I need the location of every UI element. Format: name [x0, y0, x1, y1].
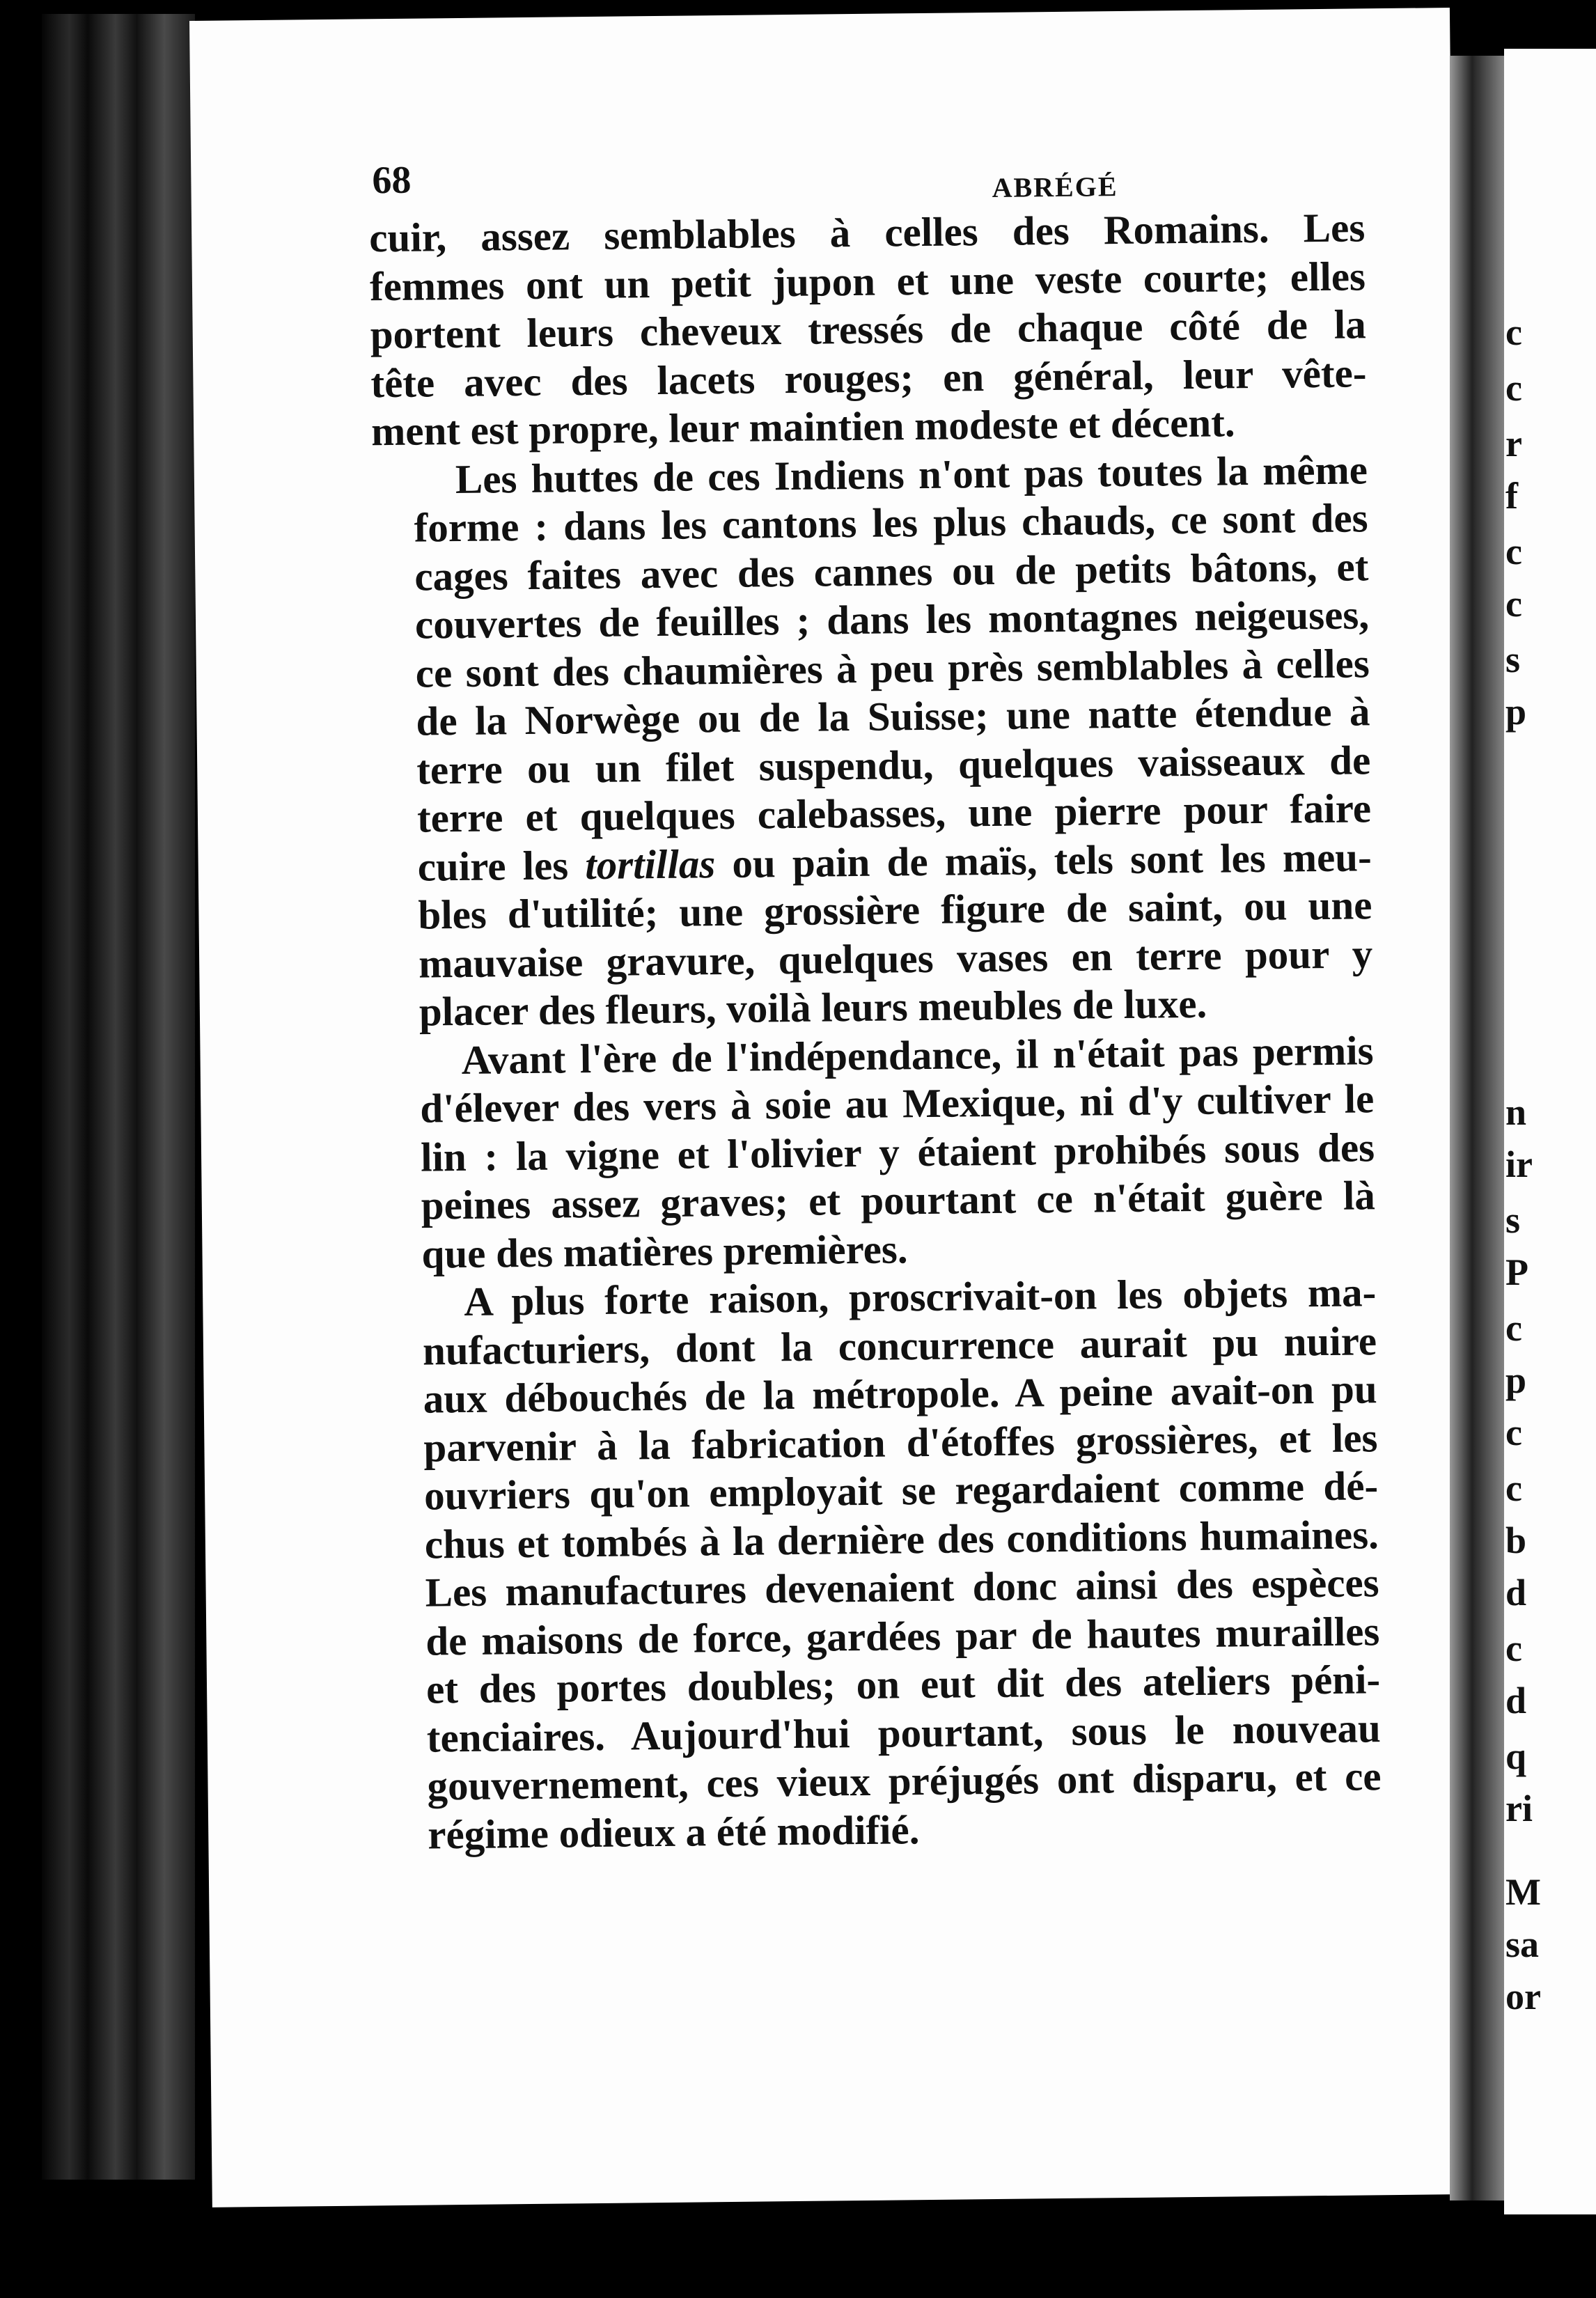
facing-page-letter: or: [1505, 1976, 1541, 2017]
text-line: femmes ont un petit jupon et une veste courte; elles: [369, 252, 1366, 309]
book-spine: [42, 14, 195, 2180]
facing-page-letter: q: [1505, 1735, 1527, 1777]
facing-page-letter: c: [1505, 1412, 1522, 1453]
facing-page-letter: f: [1505, 475, 1518, 517]
text-line: que des matières premières.: [421, 1225, 908, 1277]
text-line: tête avec des lacets rouges; en général, leur vête-: [370, 349, 1367, 406]
facing-page-letter: c: [1505, 1627, 1522, 1669]
facing-page-letter: s: [1505, 1199, 1521, 1241]
page-header: [372, 148, 1416, 203]
text-line: forme : dans les cantons les plus chauds, ce sont des: [414, 494, 1368, 551]
text-line: chus et tombés à la dernière des conditions humaines.: [424, 1510, 1379, 1568]
facing-page-letter: r: [1505, 423, 1522, 464]
facing-page-letter: s: [1505, 639, 1521, 680]
facing-page-letter: b: [1505, 1519, 1527, 1561]
text-line: de maisons de force, gardées par de hautes murailles: [425, 1607, 1380, 1664]
facing-page-letter: c: [1505, 583, 1522, 625]
running-head: ABRÉGÉ: [992, 171, 1118, 203]
text-line: Les manufactures devenaient donc ainsi des espèces: [425, 1559, 1379, 1616]
text-line: tenciaires. Aujourd'hui pourtant, sous le nouveau: [426, 1704, 1382, 1761]
text-line: couvertes de feuilles ; dans les montagnes neigeuses,: [414, 591, 1370, 648]
text-line: et des portes doubles; on eut dit des ateliers péni-: [425, 1656, 1381, 1712]
text-line: d'élever des vers à soie au Mexique, ni d'y cultiver le: [420, 1075, 1375, 1132]
facing-page-letter: n: [1505, 1091, 1527, 1133]
paragraph: [369, 203, 1368, 455]
facing-page-letter: d: [1505, 1680, 1527, 1721]
text-line: cages faites avec des cannes ou de petits bâtons, et: [414, 542, 1369, 600]
facing-page-letter: c: [1505, 531, 1522, 572]
paragraph: [380, 1268, 1382, 1859]
text-line: A plus forte raison, proscrivait-on les objets ma-: [463, 1269, 1377, 1324]
text-line: parvenir à la fabrication d'étoffes grossières, et les: [423, 1414, 1378, 1471]
text-line: Les huttes de ces Indiens n'ont pas toutes la même: [455, 446, 1368, 502]
text-line: peines assez graves; et pourtant ce n'était guère là: [421, 1172, 1376, 1228]
book-page: [189, 8, 1473, 2207]
facing-page-edge: [1504, 49, 1596, 2214]
facing-page-letter: c: [1505, 367, 1522, 409]
text-line: terre et quelques calebasses, une pierre pour faire: [416, 785, 1372, 841]
text-line: ce sont des chaumières à peu près semblables à celles: [415, 639, 1370, 696]
text-line: ment est propre, leur maintien modeste et décent.: [370, 399, 1235, 455]
facing-page-letter: P: [1505, 1251, 1528, 1293]
text-line: ouvriers qu'on employait se regardaient comme dé-: [423, 1462, 1379, 1519]
text-line: gouvernement, ces vieux préjugés ont disparu, et ce: [427, 1753, 1382, 1809]
text-line: mauvaise gravure, quelques vases en terre pour y: [418, 930, 1373, 987]
facing-page-letter: sa: [1505, 1923, 1540, 1965]
text-line: terre ou un filet suspendu, quelques vaisseaux de: [416, 736, 1371, 793]
paragraph: [372, 446, 1374, 1037]
facing-page-letter: ir: [1505, 1143, 1533, 1185]
facing-page-letter: d: [1505, 1572, 1527, 1613]
paragraph: [377, 1026, 1376, 1279]
facing-page-letter: c: [1505, 1307, 1522, 1349]
page-number: 68: [372, 158, 412, 203]
text-line: nufacturiers, dont la concurrence aurait pu nuire: [422, 1317, 1377, 1374]
facing-page-letter: c: [1505, 311, 1522, 353]
text-line: portent leurs cheveux tressés de chaque côté de la: [370, 301, 1366, 358]
facing-page-letter: M: [1505, 1871, 1541, 1913]
facing-page-letter: p: [1505, 1359, 1527, 1401]
text-line: cuire les tortillas ou pain de maïs, tels sont les meu-: [417, 833, 1372, 890]
page-gutter-shadow: [1450, 56, 1505, 2201]
text-line: aux débouchés de la métropole. A peine avait-on pu: [423, 1366, 1378, 1422]
text-line: bles d'utilité; une grossière figure de saint, ou une: [418, 882, 1372, 938]
text-line: lin : la vigne et l'olivier y étaient prohibés sous des: [420, 1123, 1375, 1180]
page-body-text: [369, 203, 1382, 1859]
facing-page-letter: p: [1505, 691, 1527, 733]
text-line: placer des fleurs, voilà leurs meubles de luxe.: [418, 980, 1207, 1035]
facing-page-letter: c: [1505, 1467, 1522, 1509]
text-line: Avant l'ère de l'indépendance, il n'était pas permis: [461, 1026, 1374, 1083]
facing-page-letter: ri: [1505, 1788, 1533, 1829]
text-line: de la Norwège ou de la Suisse; une natte étendue à: [416, 688, 1370, 744]
text-line: cuir, assez semblables à celles des Romains. Les: [368, 204, 1366, 261]
text-line: régime odieux a été modifié.: [427, 1806, 920, 1858]
